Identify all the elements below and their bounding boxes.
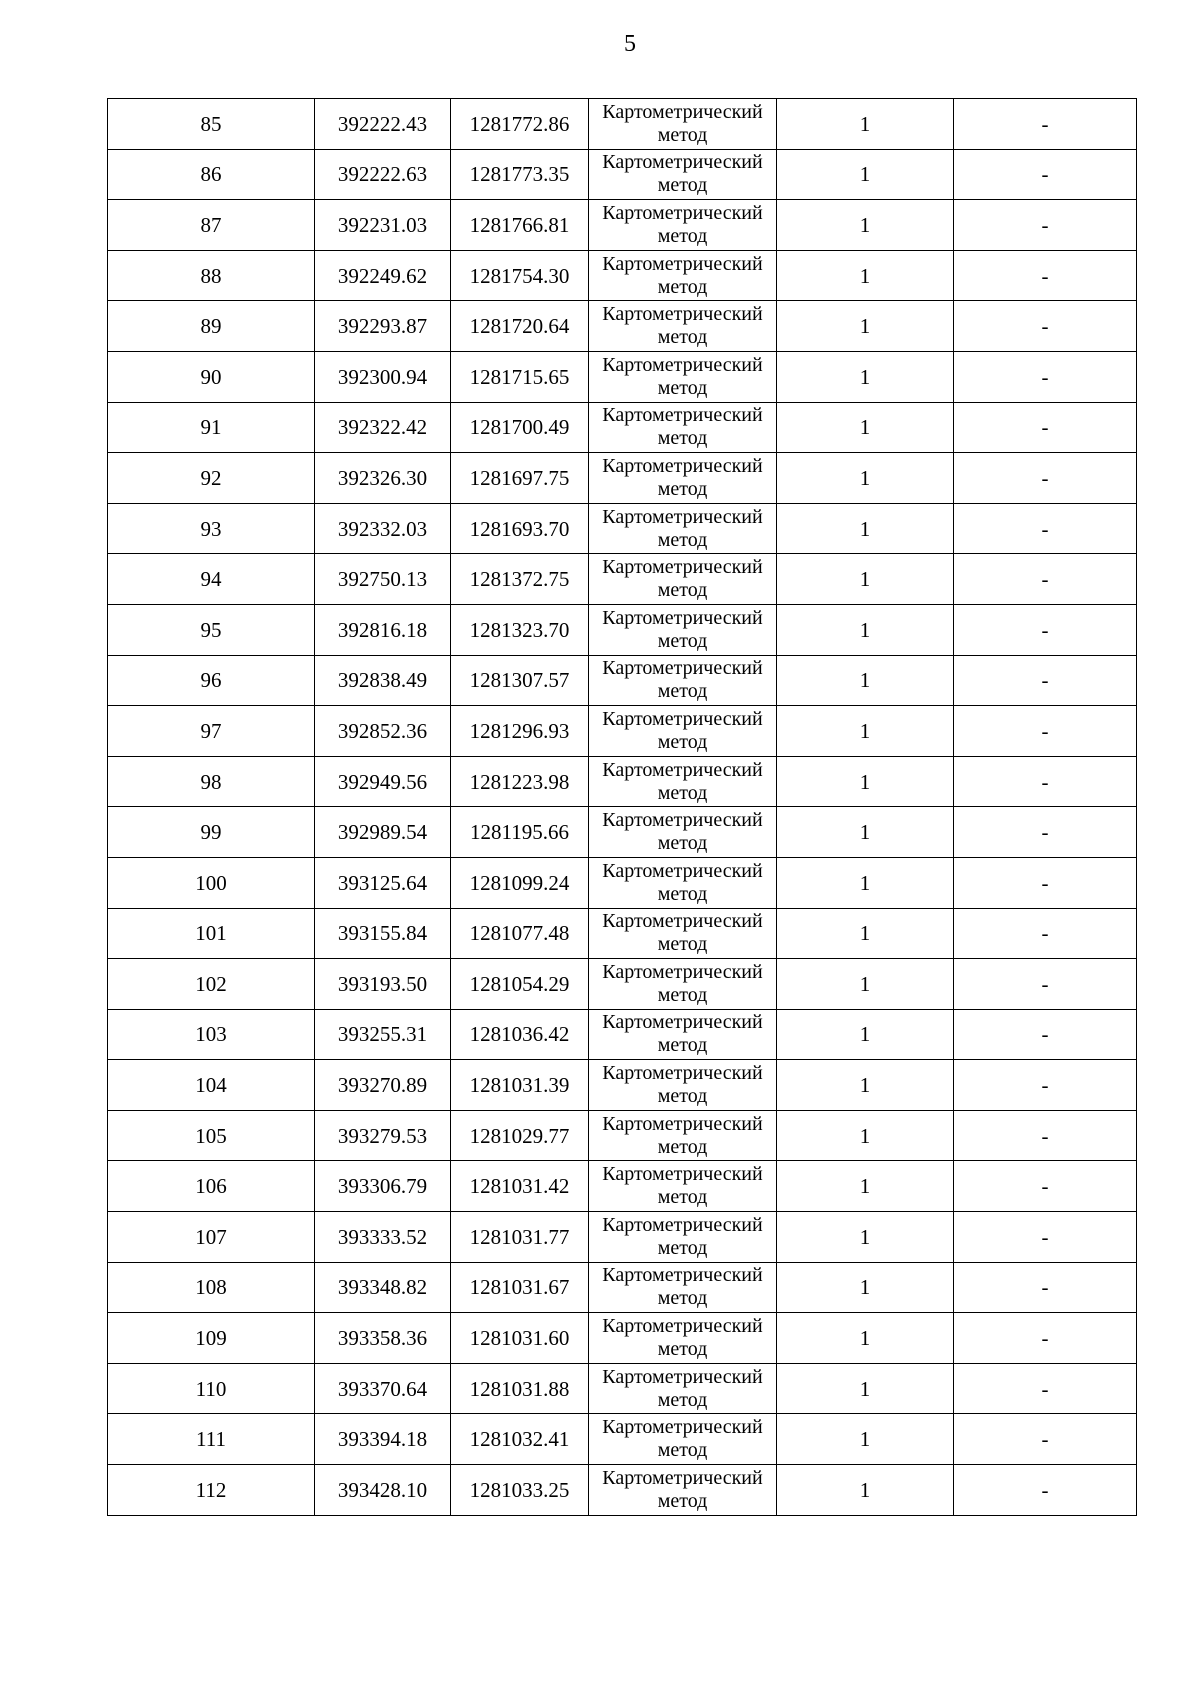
method-cell: Картометрический метод: [589, 1414, 777, 1465]
accuracy-cell: 1: [777, 149, 954, 200]
accuracy-cell: 1: [777, 807, 954, 858]
x-coordinate-cell: 392949.56: [315, 756, 451, 807]
point-number-cell: 89: [108, 301, 315, 352]
x-coordinate-cell: 392326.30: [315, 453, 451, 504]
table-row: [108, 1465, 1137, 1516]
y-coordinate-cell: 1281773.35: [451, 149, 589, 200]
point-number-cell: 107: [108, 1212, 315, 1263]
note-cell: -: [954, 807, 1137, 858]
method-cell: Картометрический метод: [589, 756, 777, 807]
method-cell: Картометрический метод: [589, 706, 777, 757]
table-row: [108, 1212, 1137, 1263]
accuracy-cell: 1: [777, 1465, 954, 1516]
table-row: [108, 1262, 1137, 1313]
x-coordinate-cell: 393193.50: [315, 959, 451, 1010]
y-coordinate-cell: 1281772.86: [451, 99, 589, 150]
table-row: [108, 959, 1137, 1010]
method-cell: Картометрический метод: [589, 1363, 777, 1414]
method-cell: Картометрический метод: [589, 200, 777, 251]
x-coordinate-cell: 392838.49: [315, 655, 451, 706]
method-cell: Картометрический метод: [589, 402, 777, 453]
x-coordinate-cell: 393348.82: [315, 1262, 451, 1313]
note-cell: -: [954, 301, 1137, 352]
note-cell: -: [954, 1363, 1137, 1414]
method-cell: Картометрический метод: [589, 250, 777, 301]
note-cell: -: [954, 1313, 1137, 1364]
y-coordinate-cell: 1281715.65: [451, 351, 589, 402]
table-row: [108, 655, 1137, 706]
y-coordinate-cell: 1281693.70: [451, 503, 589, 554]
table-row: [108, 503, 1137, 554]
note-cell: -: [954, 351, 1137, 402]
note-cell: -: [954, 655, 1137, 706]
accuracy-cell: 1: [777, 908, 954, 959]
accuracy-cell: 1: [777, 301, 954, 352]
point-number-cell: 97: [108, 706, 315, 757]
x-coordinate-cell: 392249.62: [315, 250, 451, 301]
accuracy-cell: 1: [777, 503, 954, 554]
x-coordinate-cell: 393255.31: [315, 1009, 451, 1060]
y-coordinate-cell: 1281036.42: [451, 1009, 589, 1060]
note-cell: -: [954, 453, 1137, 504]
accuracy-cell: 1: [777, 1363, 954, 1414]
note-cell: -: [954, 1009, 1137, 1060]
table-row: [108, 250, 1137, 301]
point-number-cell: 86: [108, 149, 315, 200]
y-coordinate-cell: 1281032.41: [451, 1414, 589, 1465]
accuracy-cell: 1: [777, 99, 954, 150]
point-number-cell: 112: [108, 1465, 315, 1516]
table-row: [108, 604, 1137, 655]
method-cell: Картометрический метод: [589, 1465, 777, 1516]
y-coordinate-cell: 1281031.77: [451, 1212, 589, 1263]
y-coordinate-cell: 1281077.48: [451, 908, 589, 959]
note-cell: -: [954, 1414, 1137, 1465]
accuracy-cell: 1: [777, 1414, 954, 1465]
point-number-cell: 98: [108, 756, 315, 807]
note-cell: -: [954, 857, 1137, 908]
method-cell: Картометрический метод: [589, 655, 777, 706]
table-row: [108, 402, 1137, 453]
accuracy-cell: 1: [777, 200, 954, 251]
x-coordinate-cell: 393279.53: [315, 1110, 451, 1161]
y-coordinate-cell: 1281031.42: [451, 1161, 589, 1212]
note-cell: -: [954, 604, 1137, 655]
x-coordinate-cell: 393394.18: [315, 1414, 451, 1465]
method-cell: Картометрический метод: [589, 1262, 777, 1313]
table-row: [108, 149, 1137, 200]
x-coordinate-cell: 393306.79: [315, 1161, 451, 1212]
note-cell: -: [954, 1161, 1137, 1212]
note-cell: -: [954, 959, 1137, 1010]
accuracy-cell: 1: [777, 1313, 954, 1364]
x-coordinate-cell: 392222.43: [315, 99, 451, 150]
accuracy-cell: 1: [777, 1009, 954, 1060]
x-coordinate-cell: 392332.03: [315, 503, 451, 554]
method-cell: Картометрический метод: [589, 1313, 777, 1364]
accuracy-cell: 1: [777, 402, 954, 453]
point-number-cell: 105: [108, 1110, 315, 1161]
y-coordinate-cell: 1281033.25: [451, 1465, 589, 1516]
x-coordinate-cell: 392231.03: [315, 200, 451, 251]
method-cell: Картометрический метод: [589, 1009, 777, 1060]
y-coordinate-cell: 1281223.98: [451, 756, 589, 807]
coordinates-table-body: [108, 99, 1137, 1516]
table-row: [108, 351, 1137, 402]
x-coordinate-cell: 392816.18: [315, 604, 451, 655]
method-cell: Картометрический метод: [589, 301, 777, 352]
y-coordinate-cell: 1281031.67: [451, 1262, 589, 1313]
accuracy-cell: 1: [777, 857, 954, 908]
accuracy-cell: 1: [777, 1161, 954, 1212]
y-coordinate-cell: 1281029.77: [451, 1110, 589, 1161]
accuracy-cell: 1: [777, 1110, 954, 1161]
y-coordinate-cell: 1281754.30: [451, 250, 589, 301]
point-number-cell: 109: [108, 1313, 315, 1364]
accuracy-cell: 1: [777, 554, 954, 605]
table-row: [108, 706, 1137, 757]
point-number-cell: 102: [108, 959, 315, 1010]
method-cell: Картометрический метод: [589, 807, 777, 858]
x-coordinate-cell: 393370.64: [315, 1363, 451, 1414]
note-cell: -: [954, 1262, 1137, 1313]
point-number-cell: 110: [108, 1363, 315, 1414]
point-number-cell: 87: [108, 200, 315, 251]
point-number-cell: 108: [108, 1262, 315, 1313]
point-number-cell: 101: [108, 908, 315, 959]
y-coordinate-cell: 1281307.57: [451, 655, 589, 706]
y-coordinate-cell: 1281697.75: [451, 453, 589, 504]
accuracy-cell: 1: [777, 453, 954, 504]
accuracy-cell: 1: [777, 1212, 954, 1263]
x-coordinate-cell: 392300.94: [315, 351, 451, 402]
x-coordinate-cell: 392852.36: [315, 706, 451, 757]
y-coordinate-cell: 1281099.24: [451, 857, 589, 908]
note-cell: -: [954, 706, 1137, 757]
table-row: [108, 756, 1137, 807]
table-row: [108, 99, 1137, 150]
note-cell: -: [954, 1110, 1137, 1161]
method-cell: Картометрический метод: [589, 554, 777, 605]
accuracy-cell: 1: [777, 1262, 954, 1313]
point-number-cell: 103: [108, 1009, 315, 1060]
point-number-cell: 95: [108, 604, 315, 655]
note-cell: -: [954, 756, 1137, 807]
note-cell: -: [954, 149, 1137, 200]
point-number-cell: 93: [108, 503, 315, 554]
accuracy-cell: 1: [777, 604, 954, 655]
point-number-cell: 92: [108, 453, 315, 504]
y-coordinate-cell: 1281031.88: [451, 1363, 589, 1414]
point-number-cell: 88: [108, 250, 315, 301]
y-coordinate-cell: 1281296.93: [451, 706, 589, 757]
method-cell: Картометрический метод: [589, 351, 777, 402]
method-cell: Картометрический метод: [589, 453, 777, 504]
note-cell: -: [954, 1060, 1137, 1111]
note-cell: -: [954, 200, 1137, 251]
y-coordinate-cell: 1281031.39: [451, 1060, 589, 1111]
method-cell: Картометрический метод: [589, 959, 777, 1010]
point-number-cell: 111: [108, 1414, 315, 1465]
method-cell: Картометрический метод: [589, 908, 777, 959]
note-cell: -: [954, 402, 1137, 453]
x-coordinate-cell: 393155.84: [315, 908, 451, 959]
x-coordinate-cell: 393428.10: [315, 1465, 451, 1516]
coordinates-table: [107, 98, 1137, 1516]
accuracy-cell: 1: [777, 959, 954, 1010]
note-cell: -: [954, 908, 1137, 959]
point-number-cell: 99: [108, 807, 315, 858]
accuracy-cell: 1: [777, 706, 954, 757]
table-row: [108, 857, 1137, 908]
table-row: [108, 1363, 1137, 1414]
point-number-cell: 100: [108, 857, 315, 908]
table-row: [108, 1060, 1137, 1111]
x-coordinate-cell: 392989.54: [315, 807, 451, 858]
x-coordinate-cell: 393358.36: [315, 1313, 451, 1364]
table-row: [108, 1414, 1137, 1465]
point-number-cell: 104: [108, 1060, 315, 1111]
method-cell: Картометрический метод: [589, 149, 777, 200]
y-coordinate-cell: 1281766.81: [451, 200, 589, 251]
method-cell: Картометрический метод: [589, 857, 777, 908]
y-coordinate-cell: 1281720.64: [451, 301, 589, 352]
table-row: [108, 453, 1137, 504]
y-coordinate-cell: 1281700.49: [451, 402, 589, 453]
y-coordinate-cell: 1281195.66: [451, 807, 589, 858]
note-cell: -: [954, 1212, 1137, 1263]
table-row: [108, 301, 1137, 352]
point-number-cell: 96: [108, 655, 315, 706]
table-row: [108, 200, 1137, 251]
y-coordinate-cell: 1281054.29: [451, 959, 589, 1010]
point-number-cell: 85: [108, 99, 315, 150]
method-cell: Картометрический метод: [589, 99, 777, 150]
accuracy-cell: 1: [777, 250, 954, 301]
method-cell: Картометрический метод: [589, 1161, 777, 1212]
y-coordinate-cell: 1281031.60: [451, 1313, 589, 1364]
point-number-cell: 90: [108, 351, 315, 402]
x-coordinate-cell: 393270.89: [315, 1060, 451, 1111]
x-coordinate-cell: 392222.63: [315, 149, 451, 200]
method-cell: Картометрический метод: [589, 503, 777, 554]
x-coordinate-cell: 392750.13: [315, 554, 451, 605]
table-row: [108, 908, 1137, 959]
table-row: [108, 1009, 1137, 1060]
method-cell: Картометрический метод: [589, 1212, 777, 1263]
accuracy-cell: 1: [777, 756, 954, 807]
x-coordinate-cell: 392293.87: [315, 301, 451, 352]
x-coordinate-cell: 393333.52: [315, 1212, 451, 1263]
table-row: [108, 1313, 1137, 1364]
accuracy-cell: 1: [777, 655, 954, 706]
note-cell: -: [954, 250, 1137, 301]
y-coordinate-cell: 1281372.75: [451, 554, 589, 605]
point-number-cell: 94: [108, 554, 315, 605]
table-row: [108, 554, 1137, 605]
y-coordinate-cell: 1281323.70: [451, 604, 589, 655]
note-cell: -: [954, 99, 1137, 150]
page-number: 5: [624, 31, 636, 57]
note-cell: -: [954, 554, 1137, 605]
point-number-cell: 91: [108, 402, 315, 453]
point-number-cell: 106: [108, 1161, 315, 1212]
x-coordinate-cell: 392322.42: [315, 402, 451, 453]
table-row: [108, 1161, 1137, 1212]
accuracy-cell: 1: [777, 1060, 954, 1111]
table-row: [108, 807, 1137, 858]
accuracy-cell: 1: [777, 351, 954, 402]
method-cell: Картометрический метод: [589, 1110, 777, 1161]
note-cell: -: [954, 1465, 1137, 1516]
method-cell: Картометрический метод: [589, 1060, 777, 1111]
x-coordinate-cell: 393125.64: [315, 857, 451, 908]
note-cell: -: [954, 503, 1137, 554]
method-cell: Картометрический метод: [589, 604, 777, 655]
table-row: [108, 1110, 1137, 1161]
